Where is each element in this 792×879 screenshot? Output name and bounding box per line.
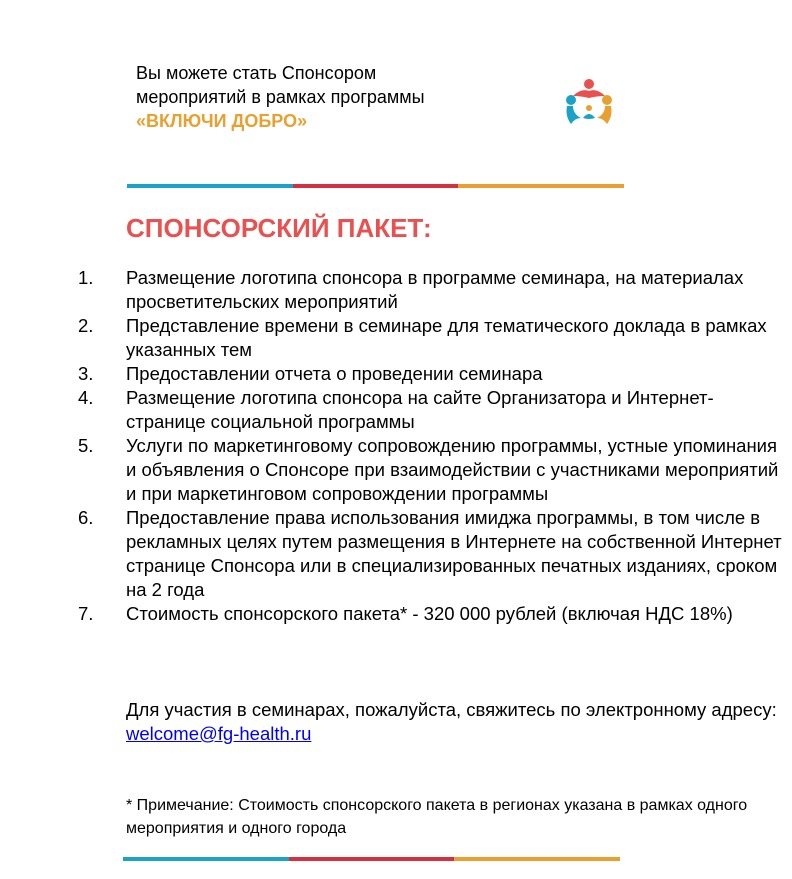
benefit-number: 6.	[78, 507, 94, 528]
benefit-list	[0, 266, 792, 626]
benefit-text: Размещение логотипа спонсора в программе семинара, на материалах просветительских мероприятий	[126, 267, 744, 312]
footnote	[126, 794, 786, 840]
logo-blue-body	[567, 106, 582, 124]
footnote-text: Стоимость спонсорского пакета в регионах указана в рамках одного мероприятия и одного города	[126, 797, 748, 837]
benefit-text: Стоимость спонсорского пакета* - 320 000 рублей (включая НДС 18%)	[126, 603, 733, 624]
contact-text: Для участия в семинарах, пожалуйста, свяжитесь по электронному адресу:	[126, 699, 777, 720]
stripe-segment-red	[289, 857, 455, 861]
benefit-number: 1.	[78, 267, 94, 288]
benefit-number: 2.	[78, 315, 94, 336]
benefit-number: 3.	[78, 363, 94, 384]
logo-red-arms	[573, 90, 605, 98]
benefit-item-7	[0, 602, 792, 626]
benefit-text: Размещение логотипа спонсора на сайте Организатора и Интернет-странице социальной программы	[126, 387, 714, 432]
intro-line-1: Вы можете стать Спонсором	[136, 63, 377, 83]
logo-orange-body	[597, 106, 612, 124]
program-name: «ВКЛЮЧИ ДОБРО»	[136, 111, 308, 131]
stripe-segment-orange	[454, 857, 620, 861]
divider-stripe-top	[127, 184, 624, 188]
logo-center-head	[586, 105, 592, 111]
stripe-segment-orange	[458, 184, 624, 188]
benefit-item-4	[0, 386, 792, 434]
benefit-item-2	[0, 314, 792, 362]
intro-line-2: мероприятий в рамках программы	[136, 87, 425, 107]
benefit-text: Представление времени в семинаре для тематического доклада в рамках указанных тем	[126, 315, 767, 360]
stripe-segment-red	[293, 184, 459, 188]
benefit-item-3	[0, 362, 792, 386]
logo-orange-head	[602, 95, 612, 105]
logo-blue-head	[566, 95, 576, 105]
package-title: СПОНСОРСКИЙ ПАКЕТ:	[126, 213, 432, 243]
benefit-text: Услуги по маркетинговому сопровождению программы, устные упоминания и объявления о Спонсоре при взаимодействии с участниками мероприятий и при маркетинговом сопровождении программы	[126, 435, 779, 504]
footnote-label: * Примечание:	[126, 797, 234, 814]
logo-center-body	[583, 114, 595, 119]
logo-red-head	[584, 79, 594, 89]
contact-section	[126, 698, 792, 746]
divider-stripe-bottom	[123, 857, 620, 861]
benefit-number: 7.	[78, 603, 94, 624]
stripe-segment-blue	[127, 184, 293, 188]
benefit-number: 5.	[78, 435, 94, 456]
benefit-item-1	[0, 266, 792, 314]
benefit-item-5	[0, 434, 792, 506]
benefit-number: 4.	[78, 387, 94, 408]
benefit-text: Предоставление права использования имиджа программы, в том числе в рекламных целях путем размещения в Интернете на собственной Интернет странице Спонсора или в специализированных печатных изданиях, сроком на 2 года	[126, 507, 782, 600]
intro-text	[136, 61, 496, 133]
benefit-item-6	[0, 506, 792, 602]
stripe-segment-blue	[123, 857, 289, 861]
people-circle-logo-icon	[561, 76, 617, 128]
benefit-text: Предоставлении отчета о проведении семинара	[126, 363, 543, 384]
email-link[interactable]: welcome@fg-health.ru	[126, 723, 312, 744]
